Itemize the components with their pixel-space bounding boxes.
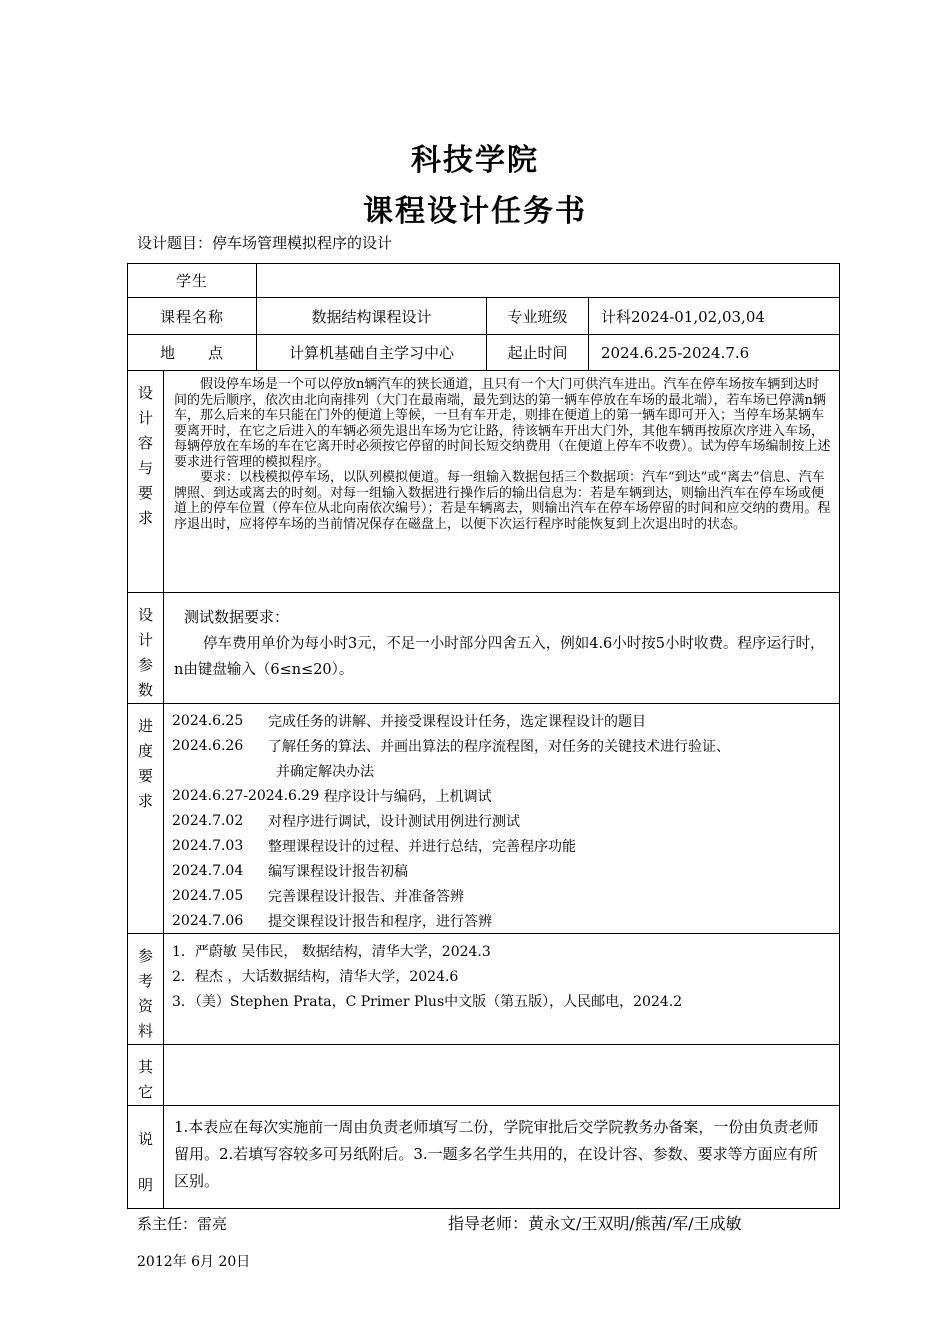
schedule-date: 2024.7.06	[172, 912, 244, 929]
course-label: 课程名称	[128, 298, 257, 335]
schedule-text: 对程序进行调试，设计测试用例进行测试	[268, 813, 520, 830]
schedule-date: 2024.6.25	[172, 712, 244, 729]
task-form-table	[127, 263, 840, 1209]
schedule-text: 完善课程设计报告、并准备答辨	[268, 888, 464, 905]
schedule-text: 并确定解决办法	[276, 763, 374, 780]
student-label: 学生	[128, 264, 257, 298]
refs-label-char: 考	[137, 972, 153, 990]
schedule-date: 2024.7.05	[172, 887, 244, 904]
params-line-1: 测试数据要求：	[184, 608, 290, 626]
refs-label-char: 参	[137, 947, 153, 965]
refs-label-char: 料	[137, 1022, 153, 1040]
schedule-label	[128, 704, 164, 934]
design-label-char: 要	[137, 484, 153, 502]
department-director: 系主任：雷亮	[137, 1215, 228, 1233]
design-label-char: 求	[137, 509, 153, 527]
schedule-item	[172, 708, 831, 733]
schedule-label-char: 进	[137, 717, 153, 735]
reference-item: 2．程杰 ，大话数据结构，清华大学，2024.6	[172, 969, 459, 985]
design-paragraph-1: 假设停车场是一个可以停放n辆汽车的狭长通道，且只有一个大门可供汽车进出。汽车在停车场按车辆到达时间的先后顺序，依次由北向南排列（大门在最南端，最先到达的第一辆车停放在车场的最北端），若车场已停满n辆车，那么后来的车只能在门外的便道上等候，一旦有车开走，则排在便道上的第一辆车即可开入；当停车场某辆车要离开时，在它之后进入的车辆必须先退出车场为它让路，待该辆车开出大门外，其他车辆再按原次序进入车场，每辆停放在车场的车在它离开时必须按它停留的时间长短交纳费用（在便道上停车不收费）。试为停车场编制按上述要求进行管理的模拟程序。	[174, 377, 831, 470]
notes-content: 1.本表应在每次实施前一周由负责老师填写二份，学院审批后交学院教务办备案，一份由负责老师留用。2.若填写容较多可另纸附后。3.一题多名学生共用的，在设计容、参数、要求等方面应有所区别。	[164, 1106, 840, 1209]
reference-item: 3．（美）Stephen Prata，C Primer Plus中文版（第五版），人民邮电，2024.2	[172, 994, 683, 1010]
schedule-text: 提交课程设计报告和程序，进行答辨	[268, 913, 492, 930]
params-content	[164, 593, 840, 704]
design-label-char: 设	[137, 384, 153, 402]
schedule-item	[172, 908, 831, 933]
schedule-item	[172, 808, 831, 833]
schedule-row	[128, 704, 840, 934]
other-label-char: 它	[137, 1083, 153, 1101]
schedule-date: 2024.7.02	[172, 812, 244, 829]
schedule-date: 2024.6.27-2024.6.29	[172, 787, 320, 804]
design-subject	[137, 232, 392, 253]
schedule-text: 整理课程设计的过程、并进行总结，完善程序功能	[268, 838, 576, 855]
params-label-char: 设	[137, 606, 153, 624]
schedule-label-char: 度	[137, 742, 153, 760]
other-label	[128, 1045, 164, 1106]
refs-row	[128, 934, 840, 1045]
notes-row	[128, 1106, 840, 1209]
schedule-content	[164, 704, 840, 934]
other-label-char: 其	[137, 1058, 153, 1076]
schedule-label-char: 要	[137, 767, 153, 785]
design-label	[128, 371, 164, 593]
document-title: 课程设计任务书	[363, 194, 587, 229]
schedule-item	[172, 758, 831, 783]
other-row	[128, 1045, 840, 1106]
schedule-date: 2024.7.04	[172, 862, 244, 879]
refs-content	[164, 934, 840, 1045]
notes-label-char: 说	[137, 1130, 153, 1148]
schedule-item	[172, 883, 831, 908]
other-value	[164, 1045, 840, 1106]
params-label-char: 参	[137, 656, 153, 674]
schedule-text: 了解任务的算法、并画出算法的程序流程图，对任务的关键技术进行验证、	[268, 738, 730, 755]
design-label-char: 与	[137, 459, 153, 477]
advisors: 指导老师：黄永文/王双明/熊茜/军/王成敏	[448, 1214, 742, 1233]
params-line-2: 停车费用单价为每小时3元，不足一小时部分四舍五入，例如4.6小时按5小时收费。程序运行时，n由键盘输入（6≤n≤20）。	[174, 636, 825, 678]
subject-label: 设计题目：	[137, 234, 213, 252]
schedule-label-char: 求	[137, 792, 153, 810]
place-label: 地 点	[128, 335, 257, 371]
params-label-char: 数	[137, 681, 153, 699]
params-label-char: 计	[137, 631, 153, 649]
course-row	[128, 298, 840, 335]
design-label-char: 容	[137, 434, 153, 452]
subject-value: 停车场管理模拟程序的设计	[212, 234, 393, 252]
major-value: 计科2024-01,02,03,04	[589, 298, 840, 335]
schedule-item	[172, 833, 831, 858]
place-row	[128, 335, 840, 371]
notes-label	[128, 1106, 164, 1209]
schedule-date: 2024.7.03	[172, 837, 244, 854]
schedule-text: 程序设计与编码，上机调试	[323, 788, 492, 805]
schedule-text: 编写课程设计报告初稿	[268, 863, 408, 880]
design-paragraph-2: 要求：以栈模拟停车场，以队列模拟便道。每一组输入数据包括三个数据项：汽车“到达”或“离去”信息、汽车牌照、到达或离去的时刻。对每一组输入数据进行操作后的输出信息为：若是车辆到达，则输出汽车在停车场或便道上的停车位置（停车位从北向南依次编号）；若是车辆离去，则输出汽车在停车场停留的时间和应交纳的费用。程序退出时，应将停车场的当前情况保存在磁盘上，以便下次运行程序时能恢复到上次退出时的状态。	[174, 470, 831, 532]
notes-label-char: 明	[137, 1176, 153, 1194]
design-label-char: 计	[137, 409, 153, 427]
refs-label	[128, 934, 164, 1045]
params-label	[128, 593, 164, 704]
schedule-text: 完成任务的讲解、并接受课程设计任务，选定课程设计的题目	[268, 713, 646, 730]
design-row	[128, 371, 840, 593]
place-value: 计算机基础自主学习中心	[257, 335, 487, 371]
period-value: 2024.6.25-2024.7.6	[589, 335, 840, 371]
institution-title: 科技学院	[411, 143, 539, 178]
reference-item: 1．严蔚敏 吴伟民， 数据结构，清华大学，2024.3	[172, 944, 491, 960]
document-date: 2012年 6月 20日	[137, 1254, 251, 1270]
schedule-item	[172, 783, 831, 808]
schedule-item	[172, 858, 831, 883]
refs-label-char: 资	[137, 997, 153, 1015]
period-label: 起止时间	[487, 335, 589, 371]
params-row	[128, 593, 840, 704]
design-content	[164, 371, 840, 593]
course-value: 数据结构课程设计	[257, 298, 487, 335]
schedule-date: 2024.6.26	[172, 737, 244, 754]
student-row	[128, 264, 840, 298]
major-label: 专业班级	[487, 298, 589, 335]
schedule-item	[172, 733, 831, 758]
student-value	[257, 264, 840, 298]
